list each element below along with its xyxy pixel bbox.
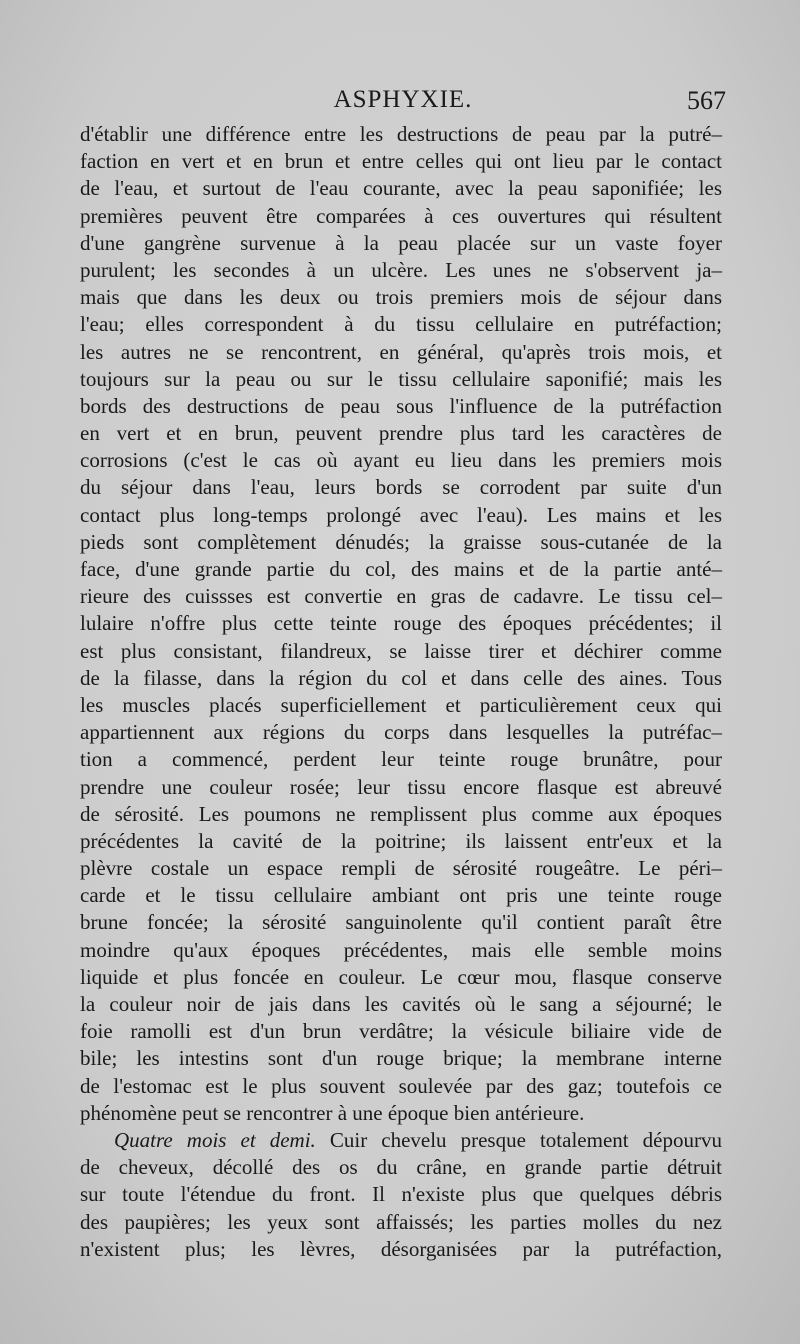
text-line: de cheveux, décollé des os du crâne, en grande partie détruit <box>80 1155 722 1180</box>
text-line: face, d'une grande partie du col, des mains et de la partie anté– <box>80 557 722 581</box>
text-line: corrosions (c'est le cas où ayant eu lieu dans les premiers mois <box>80 448 722 473</box>
page-header <box>80 86 726 118</box>
text-line: l'eau; elles correspondent à du tissu cellulaire en putréfaction; <box>80 312 722 337</box>
text-line: en vert et en brun, peuvent prendre plus tard les caractères de <box>80 421 722 446</box>
body-text <box>80 121 722 1263</box>
text-line: les muscles placés superficiellement et particulièrement ceux qui <box>80 692 722 717</box>
text-line: brune foncée; la sérosité sanguinolente qu'il contient paraît être <box>80 910 722 935</box>
text-line: tion a commencé, perdent leur teinte rouge brunâtre, pour <box>80 747 722 772</box>
text-line: mais que dans les deux ou trois premiers mois de séjour dans <box>80 285 722 310</box>
section-heading-italic: Quatre mois et demi. <box>114 1127 316 1152</box>
text-line: liquide et plus foncée en couleur. Le cœur mou, flasque conserve <box>80 964 722 989</box>
text-line: plèvre costale un espace rempli de sérosité rougeâtre. Le péri– <box>80 856 722 881</box>
text-line: les autres ne se rencontrent, en général, qu'après trois mois, et <box>80 339 722 364</box>
text-line: lulaire n'offre plus cette teinte rouge des époques précédentes; il <box>80 611 722 636</box>
text-line: phénomène peut se rencontrer à une époque bien antérieure. <box>80 1100 585 1125</box>
text-line: appartiennent aux régions du corps dans lesquelles la putréfac– <box>80 720 722 745</box>
text-line: des paupières; les yeux sont affaissés; les parties molles du nez <box>80 1209 722 1234</box>
text-line: carde et le tissu cellulaire ambiant ont pris une teinte rouge <box>80 883 722 908</box>
text-line: foie ramolli est d'un brun verdâtre; la vésicule biliaire vide de <box>80 1019 722 1044</box>
text-line: pieds sont complètement dénudés; la graisse sous-cutanée de la <box>80 529 722 554</box>
text-line: faction en vert et en brun et entre celles qui ont lieu par le contact <box>80 149 722 174</box>
running-title: ASPHYXIE. <box>333 86 473 113</box>
text-line: moindre qu'aux époques précédentes, mais elle semble moins <box>80 937 722 962</box>
text-line: du séjour dans l'eau, leurs bords se corrodent par suite d'un <box>80 475 722 500</box>
text-line: sur toute l'étendue du front. Il n'existe plus que quelques débris <box>80 1182 722 1207</box>
text-line: de la filasse, dans la région du col et dans celle des aines. Tous <box>80 665 722 690</box>
text-line: bords des destructions de peau sous l'influence de la putréfaction <box>80 393 722 418</box>
text-line: prendre une couleur rosée; leur tissu encore flasque est abreuvé <box>80 774 722 799</box>
page-number: 567 <box>687 86 726 115</box>
text-line: est plus consistant, filandreux, se laisse tirer et déchirer comme <box>80 638 722 663</box>
text-line: contact plus long-temps prolongé avec l'eau). Les mains et les <box>80 502 722 527</box>
text-line: d'établir une différence entre les destructions de peau par la putré– <box>80 122 722 146</box>
text-line: purulent; les secondes à un ulcère. Les unes ne s'observent ja– <box>80 257 722 282</box>
text-line: la couleur noir de jais dans les cavités où le sang a séjourné; le <box>80 992 722 1016</box>
paragraph-2-first-line <box>80 1127 722 1154</box>
text-line: de l'estomac est le plus souvent soulevée par des gaz; toutefois ce <box>80 1073 722 1098</box>
text-line: bile; les intestins sont d'un rouge brique; la membrane interne <box>80 1046 722 1071</box>
first-line-text: Cuir chevelu presque totalement dépourvu <box>315 1127 722 1152</box>
text-line: n'existent plus; les lèvres, désorganisées par la putréfaction, <box>80 1236 722 1261</box>
text-line: de l'eau, et surtout de l'eau courante, avec la peau saponifiée; les <box>80 176 722 201</box>
paragraph-1 <box>80 121 722 1127</box>
text-line: précédentes la cavité de la poitrine; ils laissent entr'eux et la <box>80 828 722 853</box>
text-line: d'une gangrène survenue à la peau placée sur un vaste foyer <box>80 230 722 255</box>
text-line: de sérosité. Les poumons ne remplissent plus comme aux époques <box>80 801 722 826</box>
text-line: premières peuvent être comparées à ces ouvertures qui résultent <box>80 203 722 228</box>
text-line: rieure des cuissses est convertie en gras de cadavre. Le tissu cel– <box>80 584 722 609</box>
paragraph-2 <box>80 1127 722 1263</box>
text-line: toujours sur la peau ou sur le tissu cellulaire saponifié; mais les <box>80 366 722 391</box>
